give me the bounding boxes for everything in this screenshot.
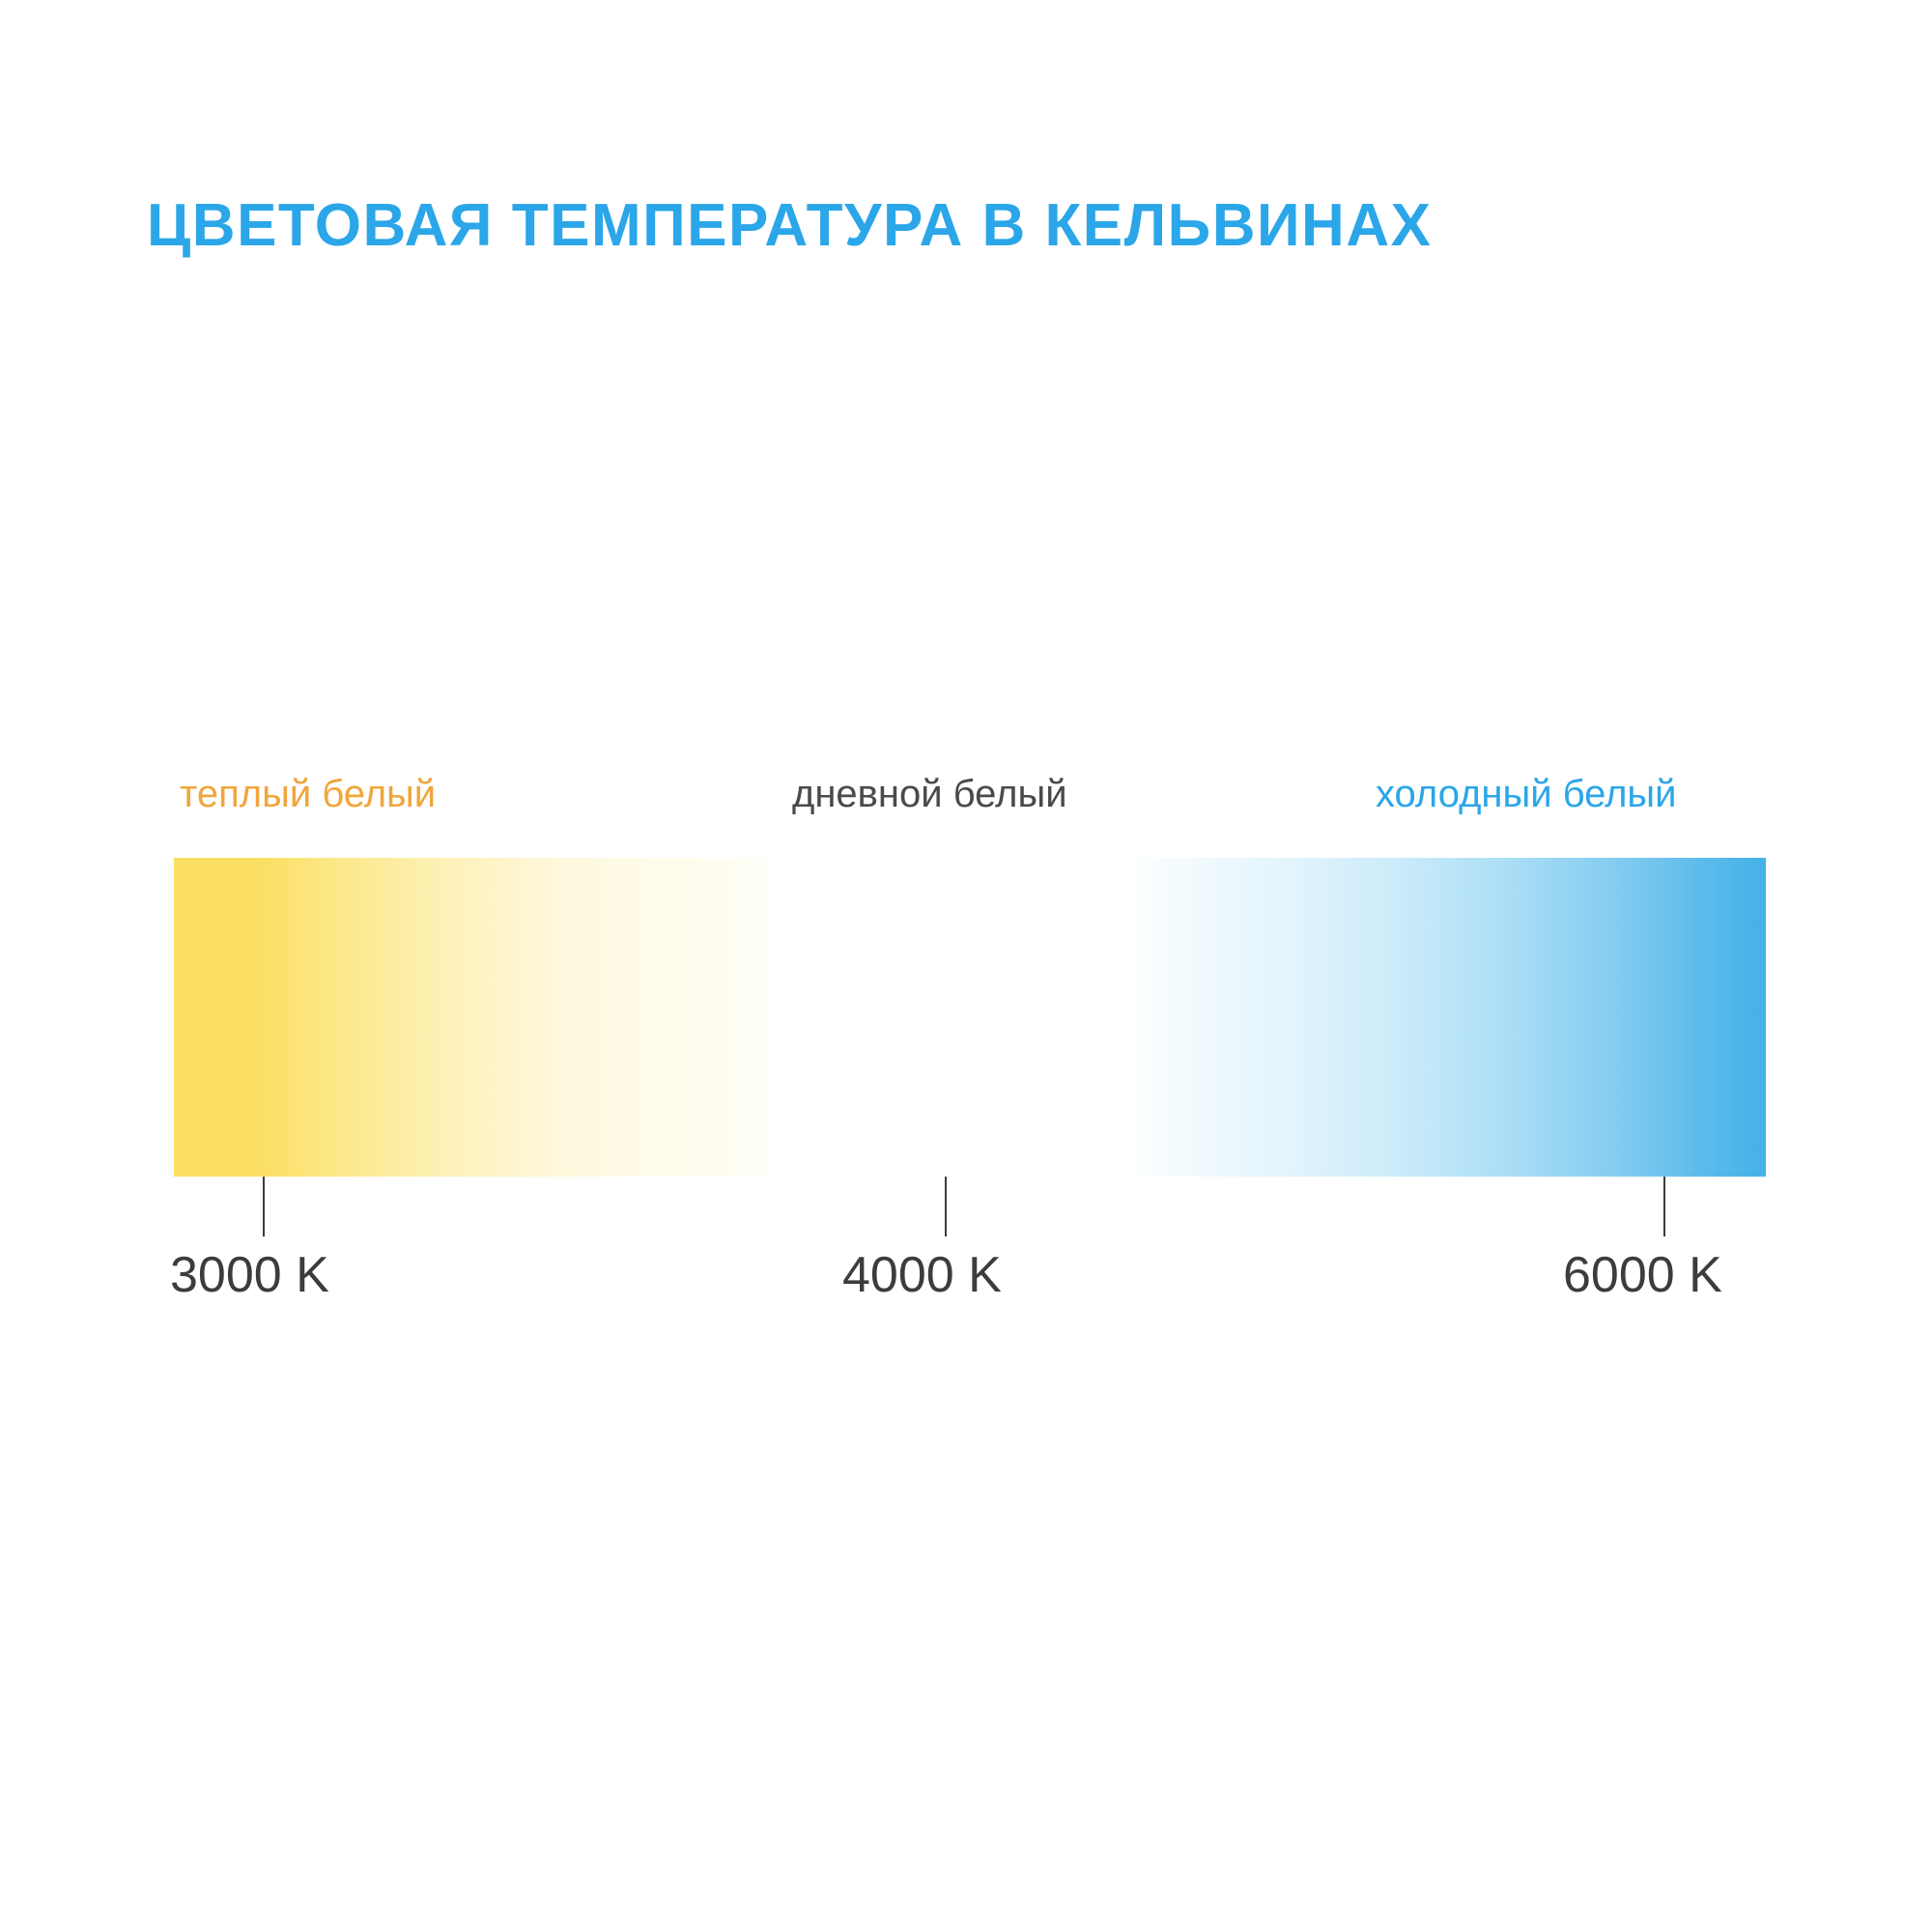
category-label-cool-white: холодный белый [1376, 773, 1677, 815]
tick-label-4000k: 4000 K [842, 1247, 1002, 1303]
tick-mark-3000k [263, 1177, 265, 1236]
tick-mark-6000k [1663, 1177, 1665, 1236]
category-label-warm-white: теплый белый [180, 773, 437, 815]
tick-label-6000k: 6000 K [1563, 1247, 1722, 1303]
category-label-daylight-white: дневной белый [792, 773, 1067, 815]
gradient-swatch-warm-white [174, 858, 767, 1177]
tick-mark-4000k [945, 1177, 947, 1236]
gradient-swatch-cool-white [1138, 858, 1766, 1177]
page-title: ЦВЕТОВАЯ ТЕМПЕРАТУРА В КЕЛЬВИНАХ [147, 192, 1433, 259]
tick-label-3000k: 3000 K [170, 1247, 329, 1303]
